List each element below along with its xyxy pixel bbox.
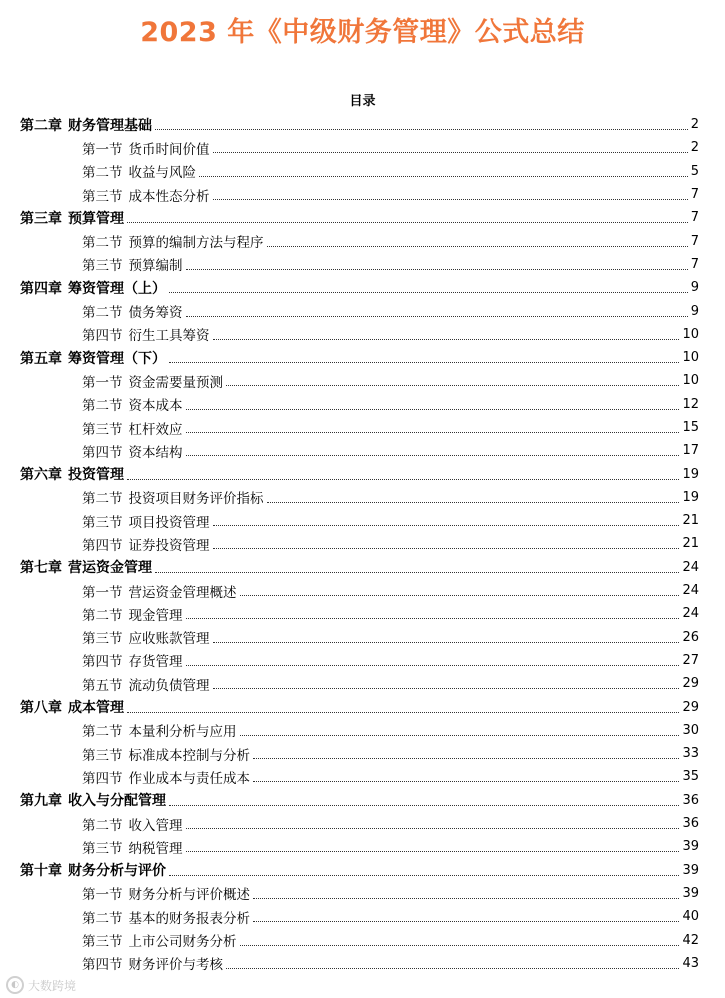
toc-entry-number: 第四章 xyxy=(20,280,62,297)
toc-entry-number: 第二节 xyxy=(82,165,123,182)
toc-entry-title: 投资管理 xyxy=(68,467,124,484)
toc-page-number: 43 xyxy=(682,955,699,971)
toc-entry-label xyxy=(82,511,210,531)
toc-page-number: 27 xyxy=(682,652,699,668)
dot-leader xyxy=(226,385,679,386)
toc-page-number: 12 xyxy=(682,396,699,412)
toc-entry-title: 作业成本与责任成本 xyxy=(128,770,250,787)
toc-entry-title: 应收账款管理 xyxy=(128,631,210,648)
toc-page-number: 19 xyxy=(682,466,699,482)
dot-leader xyxy=(155,572,679,573)
toc-entry-label xyxy=(82,814,183,834)
toc-entry-title: 成本管理 xyxy=(68,700,124,717)
toc-entry-label xyxy=(82,441,183,461)
toc-entry-number: 第六章 xyxy=(20,467,62,484)
toc-entry-number: 第二节 xyxy=(82,398,123,415)
toc-section-entry[interactable] xyxy=(0,812,725,835)
toc-entry-label xyxy=(20,348,166,368)
toc-entry-number: 第二节 xyxy=(82,607,123,624)
toc-page-number: 36 xyxy=(682,792,699,808)
dot-leader xyxy=(127,222,688,223)
toc-section-entry[interactable] xyxy=(0,416,725,439)
toc-entry-number: 第二节 xyxy=(82,910,123,927)
toc-entry-title: 收入与分配管理 xyxy=(68,793,166,810)
toc-entry-title: 证券投资管理 xyxy=(128,537,210,554)
toc-section-entry[interactable] xyxy=(0,626,725,649)
toc-page-number: 7 xyxy=(690,233,699,249)
toc-entry-label xyxy=(82,534,210,554)
toc-entry-number: 第四节 xyxy=(82,957,123,974)
toc-page-number: 29 xyxy=(682,676,699,692)
dot-leader xyxy=(186,269,688,270)
toc-chapter-entry[interactable] xyxy=(0,859,725,882)
toc-entry-title: 筹资管理（下） xyxy=(68,350,166,367)
toc-entry-label xyxy=(82,324,210,344)
dot-leader xyxy=(127,479,679,480)
toc-page-number: 29 xyxy=(682,699,699,715)
toc-entry-label xyxy=(82,254,183,274)
toc-entry-title: 成本性态分析 xyxy=(128,188,210,205)
toc-page-number: 39 xyxy=(682,839,699,855)
toc-entry-title: 货币时间价值 xyxy=(128,141,210,158)
toc-entry-title: 项目投资管理 xyxy=(128,514,210,531)
dot-leader xyxy=(169,875,679,876)
toc-chapter-entry[interactable] xyxy=(0,276,725,299)
toc-page-number: 10 xyxy=(682,326,699,342)
toc-entry-number: 第三章 xyxy=(20,210,62,227)
toc-page-number: 30 xyxy=(682,722,699,738)
toc-entry-number: 第三节 xyxy=(82,188,123,205)
toc-entry-number: 第四节 xyxy=(82,444,123,461)
toc-section-entry[interactable] xyxy=(0,835,725,858)
toc-page-number: 19 xyxy=(682,489,699,505)
dot-leader xyxy=(253,781,679,782)
toc-entry-number: 第一节 xyxy=(82,141,123,158)
toc-entry-title: 财务管理基础 xyxy=(68,117,152,134)
toc-entry-label xyxy=(82,371,223,391)
toc-entry-label xyxy=(82,674,210,694)
toc-entry-number: 第四节 xyxy=(82,537,123,554)
toc-entry-number: 第三节 xyxy=(82,421,123,438)
toc-entry-label xyxy=(82,744,250,764)
toc-entry-label xyxy=(82,581,237,601)
toc-section-entry[interactable] xyxy=(0,486,725,509)
toc-entry-number: 第二节 xyxy=(82,491,123,508)
toc-entry-label xyxy=(82,907,250,927)
toc-page-number: 36 xyxy=(682,816,699,832)
dot-leader xyxy=(213,688,680,689)
toc-section-entry[interactable] xyxy=(0,369,725,392)
toc-section-entry[interactable] xyxy=(0,532,725,555)
toc-chapter-entry[interactable] xyxy=(0,789,725,812)
dot-leader xyxy=(186,851,680,852)
toc-page-number: 21 xyxy=(682,513,699,529)
dot-leader xyxy=(226,968,679,969)
toc-section-entry[interactable] xyxy=(0,905,725,928)
toc-entry-number: 第九章 xyxy=(20,793,62,810)
toc-page-number: 5 xyxy=(690,163,699,179)
toc-section-entry[interactable] xyxy=(0,719,725,742)
toc-section-entry[interactable] xyxy=(0,160,725,183)
dot-leader xyxy=(253,921,679,922)
toc-section-entry[interactable] xyxy=(0,439,725,462)
watermark-text: 大数跨境 xyxy=(28,978,77,993)
dot-leader xyxy=(186,455,680,456)
toc-page-number: 10 xyxy=(682,350,699,366)
toc-entry-label xyxy=(20,557,152,577)
toc-entry-number: 第二节 xyxy=(82,235,123,252)
dot-leader xyxy=(169,362,679,363)
toc-entry-title: 收入管理 xyxy=(128,817,183,834)
toc-page-number: 10 xyxy=(682,373,699,389)
dot-leader xyxy=(253,758,679,759)
toc-section-entry[interactable] xyxy=(0,742,725,765)
toc-entry-number: 第三节 xyxy=(82,934,123,951)
dot-leader xyxy=(186,316,688,317)
toc-entry-number: 第二节 xyxy=(82,305,123,322)
toc-section-entry[interactable] xyxy=(0,509,725,532)
toc-entry-title: 杠杆效应 xyxy=(128,421,183,438)
toc-chapter-entry[interactable] xyxy=(0,113,725,136)
toc-chapter-entry[interactable] xyxy=(0,695,725,718)
toc-entry-number: 第四节 xyxy=(82,328,123,345)
dot-leader xyxy=(186,432,680,433)
toc-entry-number: 第一节 xyxy=(82,374,123,391)
toc-chapter-entry[interactable] xyxy=(0,462,725,485)
toc-entry-title: 投资项目财务评价指标 xyxy=(128,491,264,508)
toc-section-entry[interactable] xyxy=(0,253,725,276)
toc-section-entry[interactable] xyxy=(0,183,725,206)
toc-entry-label xyxy=(20,860,166,880)
toc-section-entry[interactable] xyxy=(0,882,725,905)
toc-entry-title: 收益与风险 xyxy=(128,165,196,182)
toc-entry-number: 第四节 xyxy=(82,654,123,671)
toc-entry-label xyxy=(82,930,237,950)
toc-entry-label xyxy=(20,464,124,484)
toc-entry-title: 纳税管理 xyxy=(128,840,183,857)
dot-leader xyxy=(169,805,679,806)
toc-page-number: 7 xyxy=(690,256,699,272)
toc-chapter-entry[interactable] xyxy=(0,346,725,369)
toc-entry-label xyxy=(82,138,210,158)
toc-heading: 目录 xyxy=(349,94,376,109)
toc-page-number: 35 xyxy=(682,769,699,785)
toc-entry-label xyxy=(82,953,223,973)
toc-entry-number: 第三节 xyxy=(82,840,123,857)
dot-leader xyxy=(186,665,680,666)
toc-page-number: 7 xyxy=(690,210,699,226)
logo-icon: ◐ xyxy=(6,976,24,994)
toc-entry-label xyxy=(82,418,183,438)
toc-entry-number: 第三节 xyxy=(82,747,123,764)
toc-entry-label xyxy=(20,208,124,228)
toc-entry-title: 预算编制 xyxy=(128,258,183,275)
dot-leader xyxy=(267,502,680,503)
toc-entry-label xyxy=(82,231,264,251)
toc-page-number: 24 xyxy=(682,559,699,575)
toc-entry-label xyxy=(20,790,166,810)
document-title: 2023 年《中级财务管理》公式总结 xyxy=(140,17,585,48)
toc-entry-title: 衍生工具筹资 xyxy=(128,328,210,345)
toc-entry-title: 资本成本 xyxy=(128,398,183,415)
toc-entry-number: 第一节 xyxy=(82,887,123,904)
toc-entry-number: 第二节 xyxy=(82,724,123,741)
toc-entry-title: 营运资金管理概述 xyxy=(128,584,237,601)
toc-page-number: 42 xyxy=(682,932,699,948)
dot-leader xyxy=(267,246,688,247)
toc-page-number: 33 xyxy=(682,746,699,762)
toc-entry-title: 现金管理 xyxy=(128,607,183,624)
toc-entry-title: 本量利分析与应用 xyxy=(128,724,237,741)
dot-leader xyxy=(155,129,688,130)
toc-entry-number: 第五节 xyxy=(82,677,123,694)
toc-section-entry[interactable] xyxy=(0,579,725,602)
toc-entry-number: 第二章 xyxy=(20,117,62,134)
toc-section-entry[interactable] xyxy=(0,602,725,625)
toc-entry-label xyxy=(82,650,183,670)
toc-entry-number: 第三节 xyxy=(82,631,123,648)
toc-entry-title: 存货管理 xyxy=(128,654,183,671)
toc-page-number: 17 xyxy=(682,443,699,459)
toc-entry-title: 流动负债管理 xyxy=(128,677,210,694)
table-of-contents xyxy=(0,113,725,975)
toc-entry-label xyxy=(20,278,166,298)
toc-entry-title: 债务筹资 xyxy=(128,305,183,322)
dot-leader xyxy=(186,618,680,619)
dot-leader xyxy=(186,828,680,829)
toc-entry-title: 基本的财务报表分析 xyxy=(128,910,250,927)
toc-entry-number: 第四节 xyxy=(82,770,123,787)
dot-leader xyxy=(213,548,680,549)
toc-page-number: 40 xyxy=(682,909,699,925)
dot-leader xyxy=(240,735,680,736)
dot-leader xyxy=(240,945,680,946)
toc-page-number: 39 xyxy=(682,862,699,878)
toc-page-number: 7 xyxy=(690,187,699,203)
toc-entry-label xyxy=(82,161,196,181)
toc-entry-title: 标准成本控制与分析 xyxy=(128,747,250,764)
toc-entry-label xyxy=(82,394,183,414)
dot-leader xyxy=(199,176,688,177)
toc-entry-title: 上市公司财务分析 xyxy=(128,934,237,951)
toc-page-number: 9 xyxy=(690,303,699,319)
dot-leader xyxy=(213,339,680,340)
toc-entry-label xyxy=(82,720,237,740)
toc-chapter-entry[interactable] xyxy=(0,556,725,579)
toc-entry-number: 第十章 xyxy=(20,863,62,880)
dot-leader xyxy=(169,292,688,293)
toc-section-entry[interactable] xyxy=(0,765,725,788)
toc-entry-number: 第八章 xyxy=(20,700,62,717)
toc-entry-title: 财务分析与评价概述 xyxy=(128,887,250,904)
toc-entry-title: 财务分析与评价 xyxy=(68,863,166,880)
toc-entry-title: 财务评价与考核 xyxy=(128,957,223,974)
toc-page-number: 21 xyxy=(682,536,699,552)
toc-section-entry[interactable] xyxy=(0,672,725,695)
dot-leader xyxy=(253,898,679,899)
toc-entry-number: 第五章 xyxy=(20,350,62,367)
dot-leader xyxy=(127,712,679,713)
toc-entry-label xyxy=(82,883,250,903)
toc-page-number: 26 xyxy=(682,629,699,645)
toc-entry-title: 预算的编制方法与程序 xyxy=(128,235,264,252)
toc-entry-number: 第三节 xyxy=(82,258,123,275)
toc-section-entry[interactable] xyxy=(0,136,725,159)
toc-page-number: 2 xyxy=(690,117,699,133)
toc-entry-title: 资本结构 xyxy=(128,444,183,461)
dot-leader xyxy=(213,152,688,153)
toc-entry-label xyxy=(82,604,183,624)
dot-leader xyxy=(213,642,680,643)
toc-entry-label xyxy=(82,767,250,787)
toc-entry-number: 第七章 xyxy=(20,560,62,577)
toc-entry-label xyxy=(20,115,152,135)
toc-entry-title: 资金需要量预测 xyxy=(128,374,223,391)
dot-leader xyxy=(240,595,680,596)
toc-page-number: 9 xyxy=(690,280,699,296)
toc-entry-title: 营运资金管理 xyxy=(68,560,152,577)
dot-leader xyxy=(186,409,680,410)
toc-section-entry[interactable] xyxy=(0,928,725,951)
toc-entry-label xyxy=(20,697,124,717)
toc-section-entry[interactable] xyxy=(0,393,725,416)
toc-page-number: 2 xyxy=(690,140,699,156)
toc-entry-number: 第一节 xyxy=(82,584,123,601)
toc-entry-title: 筹资管理（上） xyxy=(68,280,166,297)
toc-page-number: 15 xyxy=(682,420,699,435)
toc-entry-title: 预算管理 xyxy=(68,210,124,227)
toc-page-number: 39 xyxy=(682,885,699,901)
toc-section-entry[interactable] xyxy=(0,323,725,346)
toc-section-entry[interactable] xyxy=(0,299,725,322)
toc-entry-label xyxy=(82,185,210,205)
dot-leader xyxy=(213,525,680,526)
watermark xyxy=(6,976,76,994)
toc-entry-number: 第二节 xyxy=(82,817,123,834)
toc-entry-label xyxy=(82,301,183,321)
dot-leader xyxy=(213,199,688,200)
toc-section-entry[interactable] xyxy=(0,952,725,975)
toc-entry-label xyxy=(82,837,183,857)
toc-entry-number: 第三节 xyxy=(82,514,123,531)
toc-section-entry[interactable] xyxy=(0,229,725,252)
toc-chapter-entry[interactable] xyxy=(0,206,725,229)
toc-page-number: 24 xyxy=(682,606,699,622)
toc-entry-label xyxy=(82,487,264,507)
toc-page-number: 24 xyxy=(682,583,699,599)
toc-entry-label xyxy=(82,627,210,647)
toc-section-entry[interactable] xyxy=(0,649,725,672)
